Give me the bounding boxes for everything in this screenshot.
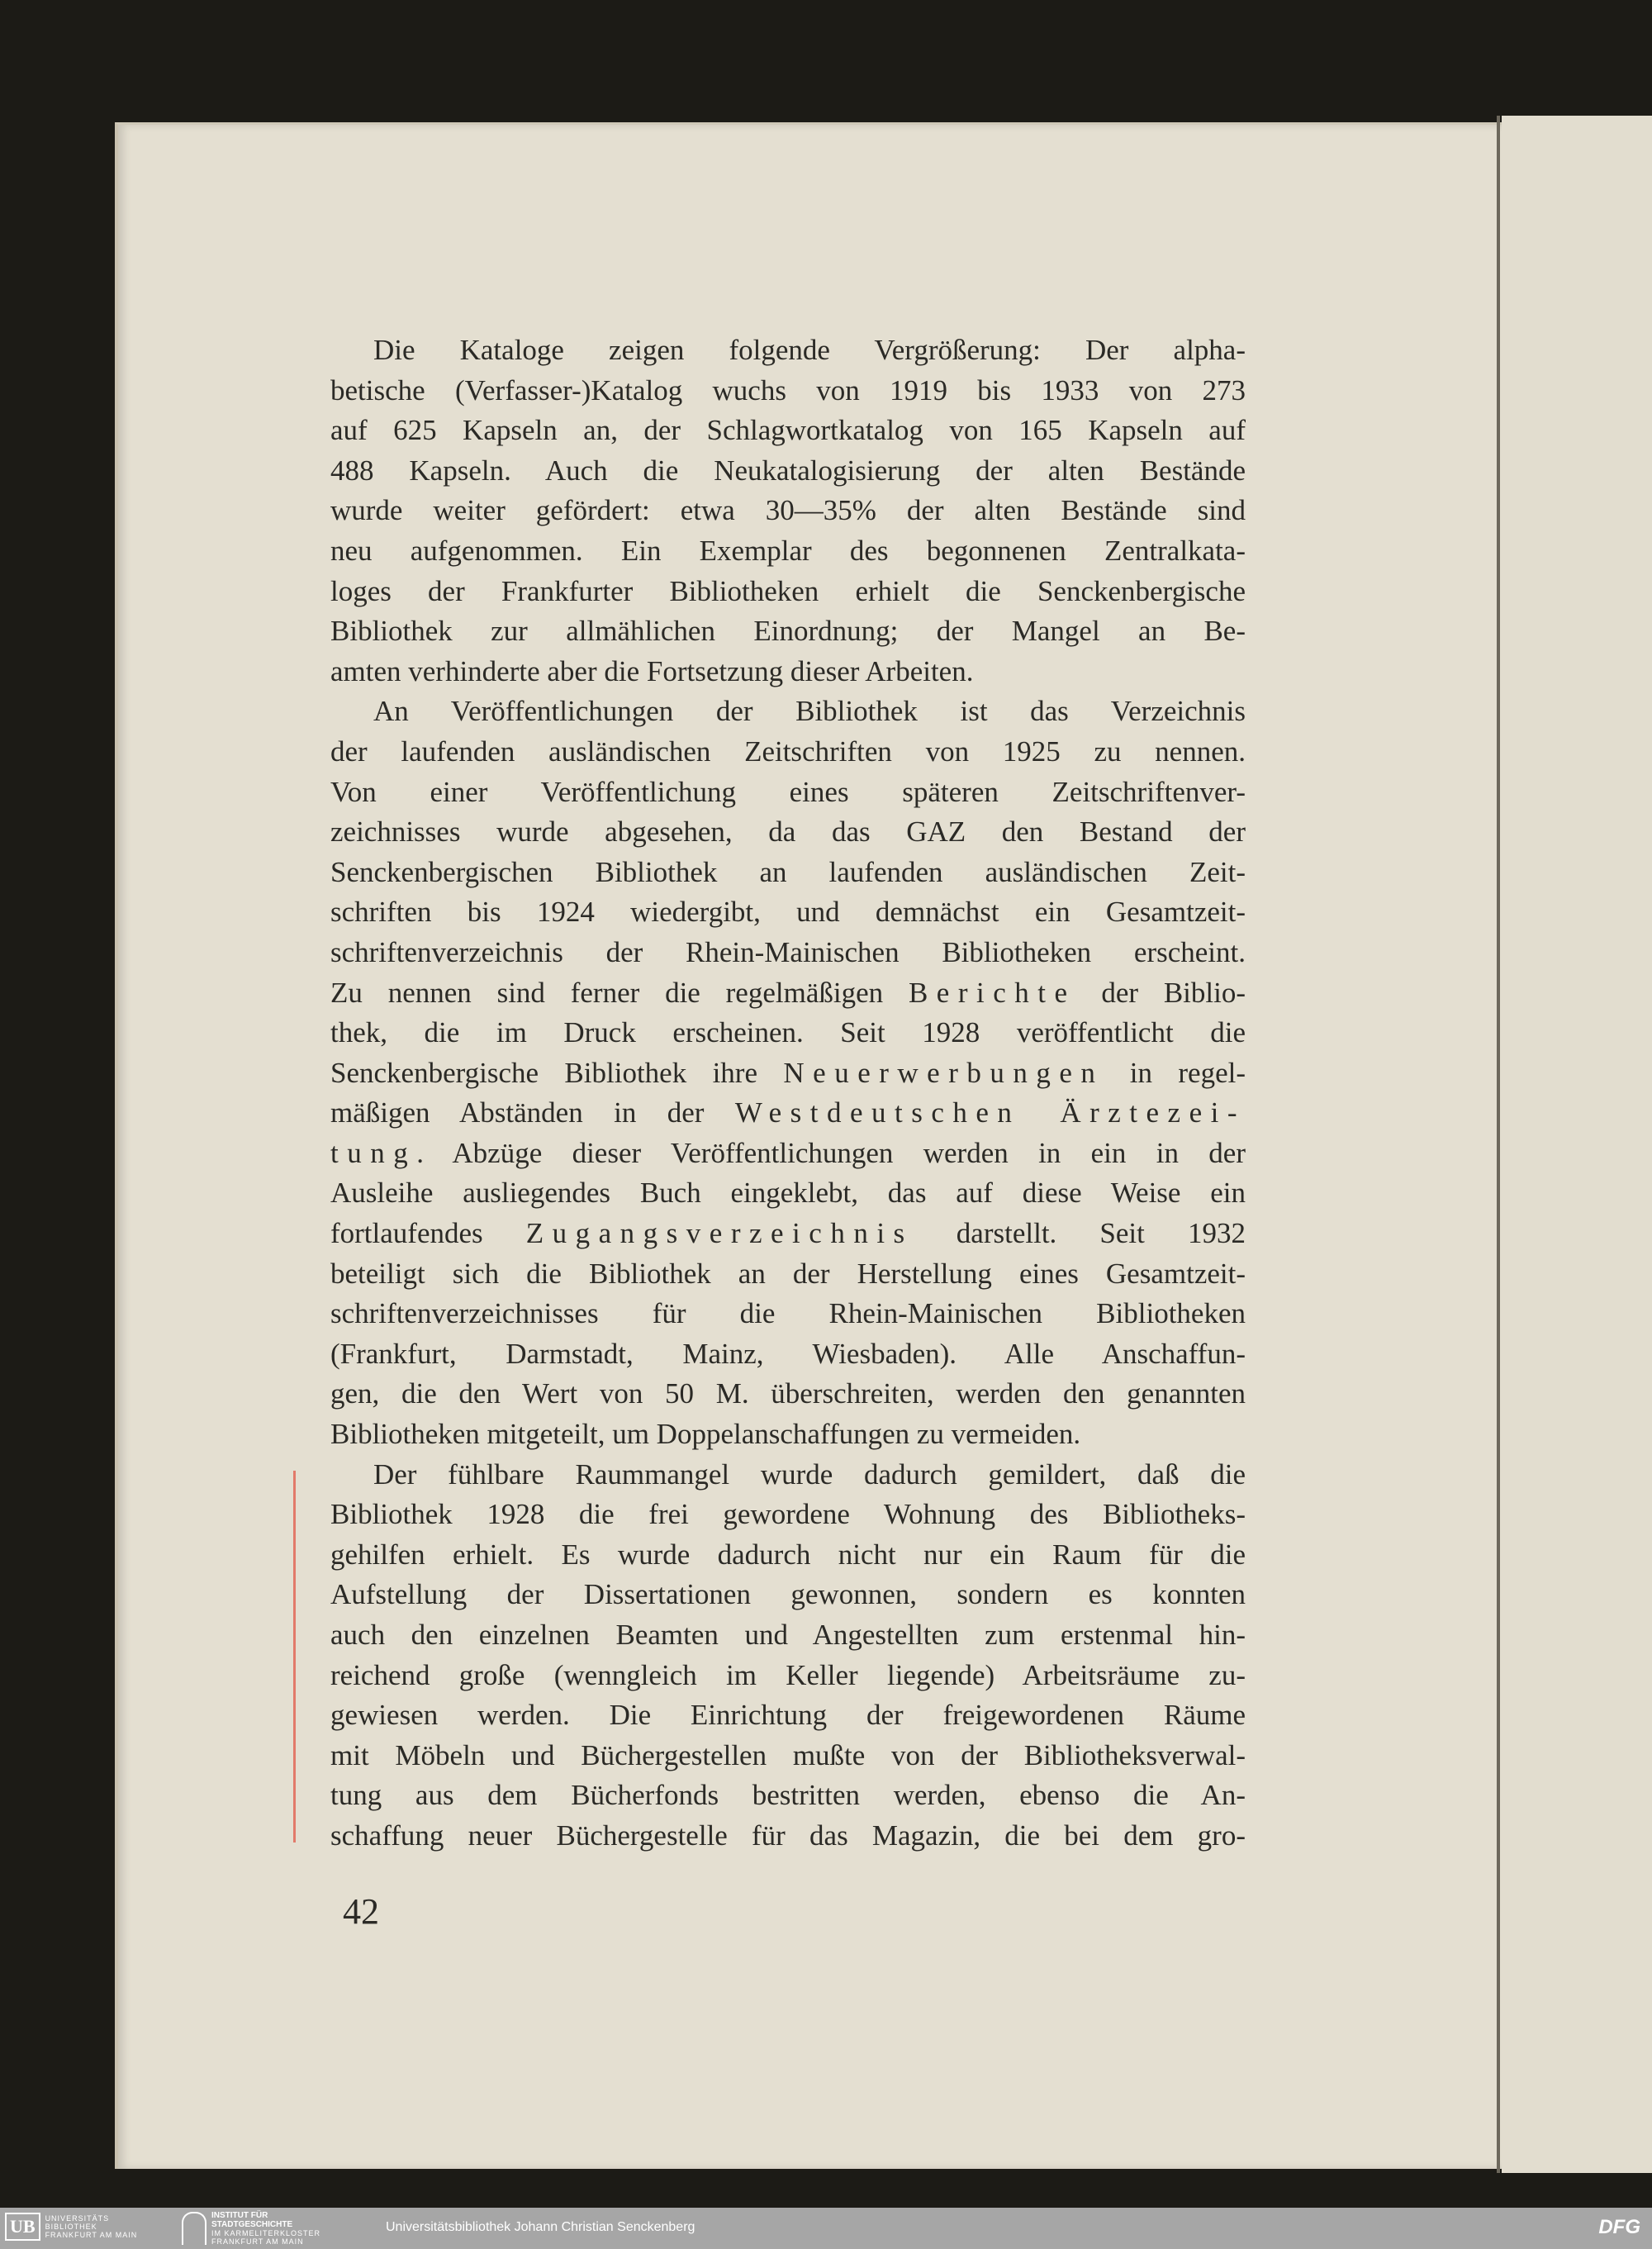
ub-logo[interactable] xyxy=(5,2213,137,2241)
text-line: 488 Kapseln. Auch die Neukatalogisierung der alten Bestände xyxy=(330,454,1246,487)
text-line xyxy=(330,1093,1246,1134)
text-segment: . Abzüge dieser Veröffentlichungen werden in ein in der xyxy=(416,1136,1246,1169)
text-line: auch den einzelnen Beamten und Angestellten zum erstenmal hin- xyxy=(330,1619,1246,1651)
text-line: gewiesen werden. Die Einrichtung der freigewordenen Räume xyxy=(330,1699,1246,1732)
text-line: schriftenverzeichnisses für die Rhein-Mainischen Bibliotheken xyxy=(330,1297,1246,1330)
inst-line-1: INSTITUT FÜR xyxy=(211,2211,268,2220)
text-line: Bibliothek zur allmählichen Einordnung; der Mangel an Be- xyxy=(330,615,1246,648)
text-line: Die Kataloge zeigen folgende Vergrößerung: Der alpha- xyxy=(373,334,1246,366)
inst-line-2: STADTGESCHICHTE xyxy=(211,2220,293,2229)
text-line: zeichnisses wurde abgesehen, da das GAZ den Bestand der xyxy=(330,815,1246,849)
text-line: schriften bis 1924 wiedergibt, und demnächst ein Gesamtzeit- xyxy=(330,896,1246,929)
text-line: (Frankfurt, Darmstadt, Mainz, Wiesbaden). Alle Anschaffun- xyxy=(330,1337,1246,1370)
text-segment: der Biblio- xyxy=(1075,976,1246,1009)
institut-logo[interactable] xyxy=(182,2211,320,2246)
margin-red-mark xyxy=(293,1471,296,1842)
spaced-emphasis: Westdeutschen Ärztezei- xyxy=(734,1096,1246,1129)
text-line: gen, die den Wert von 50 M. überschreiten, werden den genannten xyxy=(330,1377,1246,1410)
text-line: mit Möbeln und Büchergestellen mußte von der Bibliotheksverwal- xyxy=(330,1738,1246,1771)
dfg-logo[interactable]: DFG xyxy=(1598,2216,1640,2238)
book-spine xyxy=(1497,116,1500,2173)
text-line xyxy=(330,1053,1246,1094)
text-segment: darstellt. Seit 1932 xyxy=(913,1217,1246,1250)
facing-page-edge xyxy=(1502,116,1652,2173)
text-line: gehilfen erhielt. Es wurde dadurch nicht nur ein Raum für die xyxy=(330,1538,1246,1571)
text-line: der laufenden ausländischen Zeitschriften von 1925 zu nennen. xyxy=(330,735,1246,768)
arch-icon xyxy=(182,2212,206,2245)
text-line xyxy=(330,1214,1246,1254)
ub-logo-mark: UB xyxy=(5,2213,40,2241)
inst-line-3: IM KARMELITERKLOSTER xyxy=(211,2229,321,2237)
ub-name-2: BIBLIOTHEK xyxy=(45,2223,97,2231)
text-line: schaffung neuer Büchergestelle für das Magazin, die bei dem gro- xyxy=(330,1819,1246,1852)
text-segment: Senckenbergische Bibliothek ihre xyxy=(330,1056,784,1089)
text-segment: mäßigen Abständen in der xyxy=(330,1096,735,1129)
text-line xyxy=(330,1134,1246,1174)
spaced-emphasis: Neuerwerbungen xyxy=(783,1056,1104,1089)
text-line: Der fühlbare Raummangel wurde dadurch gemildert, daß die xyxy=(373,1457,1246,1491)
text-segment: Zu nennen sind ferner die regelmäßigen xyxy=(330,976,909,1009)
text-line: Aufstellung der Dissertationen gewonnen, sondern es konnten xyxy=(330,1578,1246,1611)
page-number: 42 xyxy=(343,1891,379,1932)
text-line: beteiligt sich die Bibliothek an der Herstellung eines Gesamtzeit- xyxy=(330,1257,1246,1290)
text-line: An Veröffentlichungen der Bibliothek ist das Verzeichnis xyxy=(373,695,1246,728)
text-line: Ausleihe ausliegendes Buch eingeklebt, das auf diese Weise ein xyxy=(330,1177,1246,1210)
text-line: betische (Verfasser-)Katalog wuchs von 1919 bis 1933 von 273 xyxy=(330,373,1246,407)
text-line xyxy=(330,973,1246,1014)
text-line: neu aufgenommen. Ein Exemplar des begonnenen Zentralkata- xyxy=(330,534,1246,567)
ub-name-3: FRANKFURT AM MAIN xyxy=(45,2231,138,2239)
text-line: Senckenbergischen Bibliothek an laufenden ausländischen Zeit- xyxy=(330,855,1246,888)
footer-bar xyxy=(0,2208,1652,2249)
text-line: Bibliotheken mitgeteilt, um Doppelanschaffungen zu vermeiden. xyxy=(330,1418,1081,1451)
text-segment: in regel- xyxy=(1104,1056,1246,1089)
library-name: Universitätsbibliothek Johann Christian Senckenberg xyxy=(386,2220,695,2234)
text-segment: fortlaufendes xyxy=(330,1217,526,1250)
text-line: Von einer Veröffentlichung eines späteren Zeitschriftenver- xyxy=(330,775,1246,808)
body-text xyxy=(330,330,1246,1857)
text-line: thek, die im Druck erscheinen. Seit 1928 veröffentlicht die xyxy=(330,1016,1246,1049)
inst-line-4: FRANKFURT AM MAIN xyxy=(211,2237,304,2246)
text-line: loges der Frankfurter Bibliotheken erhielt die Senckenbergische xyxy=(330,574,1246,607)
spaced-emphasis: tung xyxy=(330,1136,417,1169)
text-line: reichend große (wenngleich im Keller liegende) Arbeitsräume zu- xyxy=(330,1658,1246,1691)
text-line: tung aus dem Bücherfonds bestritten werden, ebenso die An- xyxy=(330,1779,1246,1812)
spaced-emphasis: Berichte xyxy=(908,976,1076,1009)
spaced-emphasis: Zugangsverzeichnis xyxy=(525,1217,914,1250)
text-line: auf 625 Kapseln an, der Schlagwortkatalog von 165 Kapseln auf xyxy=(330,414,1246,447)
text-line: Bibliothek 1928 die frei gewordene Wohnung des Bibliotheks- xyxy=(330,1498,1246,1531)
text-line: amten verhinderte aber die Fortsetzung dieser Arbeiten. xyxy=(330,654,974,687)
text-line: wurde weiter gefördert: etwa 30—35% der alten Bestände sind xyxy=(330,494,1246,527)
ub-name-1: UNIVERSITÄTS xyxy=(45,2214,110,2223)
text-line: schriftenverzeichnis der Rhein-Mainischen Bibliotheken erscheint. xyxy=(330,935,1246,968)
